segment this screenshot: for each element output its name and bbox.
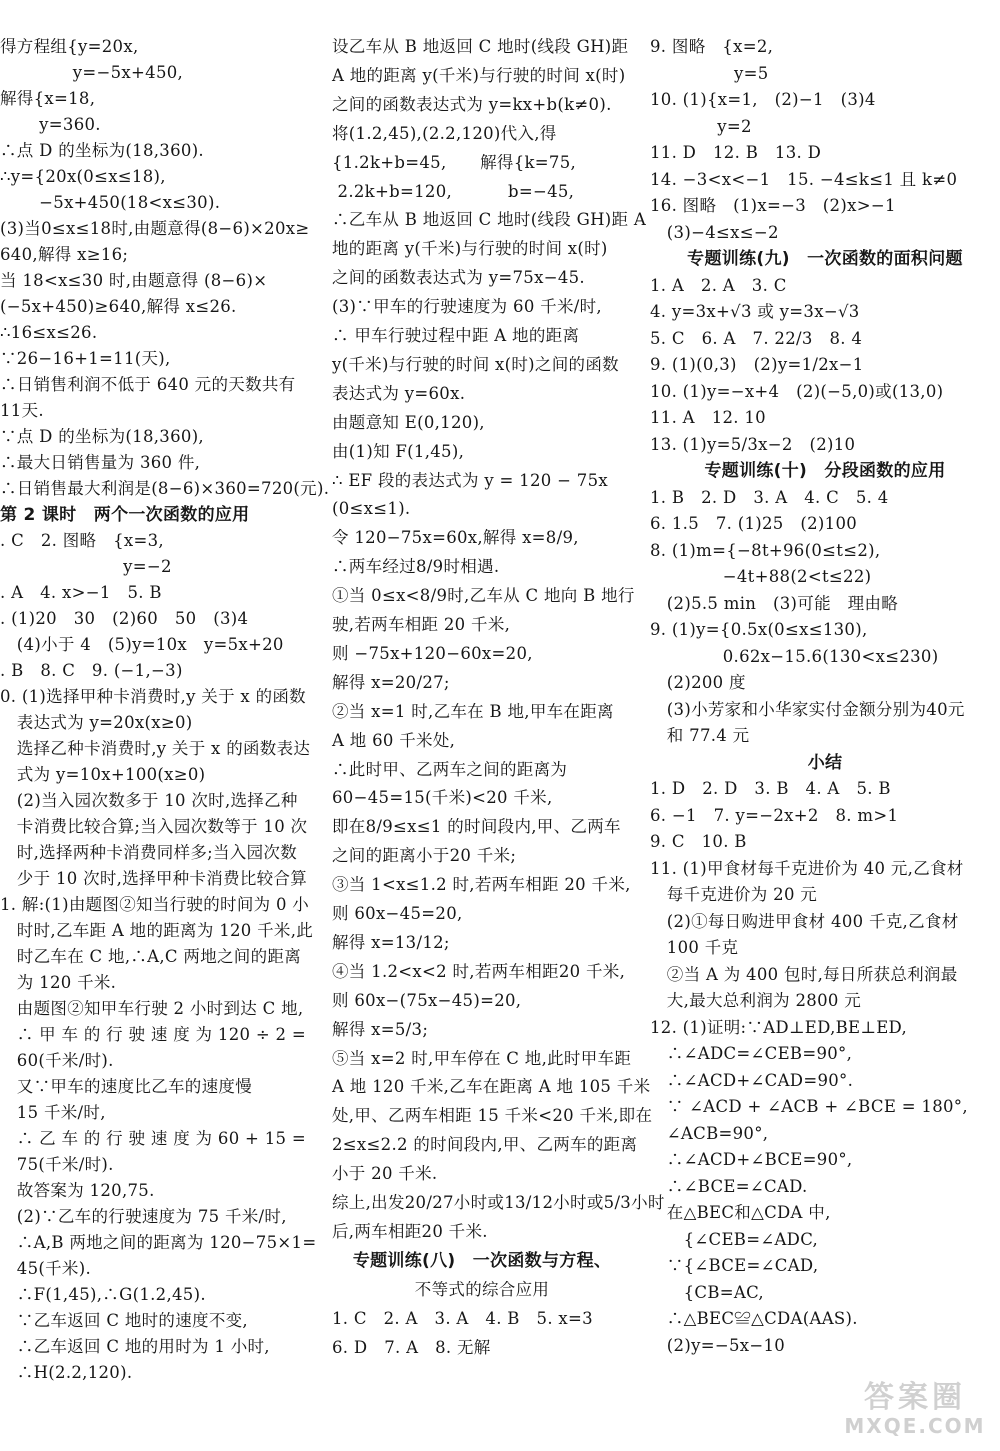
answer-line: 9. C 10. B xyxy=(650,832,747,851)
answer-line: {∠CEB=∠ADC, xyxy=(650,1229,819,1249)
answer-line: 10. (1){x=1, (2)−1 (3)4 xyxy=(650,90,876,109)
answer-line: 60−45=15(千米)<20 千米, xyxy=(332,788,553,808)
answer-line: {1.2k+b=45, 解得{k=75, xyxy=(332,152,577,172)
answer-line: (2)5.5 min (3)可能 理由略 xyxy=(650,593,899,613)
answer-line: 之间的函数表达式为 y=75x−45. xyxy=(332,268,585,288)
answer-line: . B 8. C 9. (−1,−3) xyxy=(0,661,183,680)
answer-line: 在△BEC和△CDA 中, xyxy=(650,1203,831,1222)
answer-line: 驶,若两车相距 20 千米, xyxy=(332,615,511,634)
answer-line: 令 120−75x=60x,解得 x=8/9, xyxy=(332,528,579,548)
answer-line: 故答案为 120,75. xyxy=(0,1181,155,1200)
answer-line: 75(千米/时). xyxy=(0,1155,114,1174)
answer-line: 9. 图略 {x=2, xyxy=(650,37,774,56)
answer-line: ∴此时甲、乙两车之间的距离为 xyxy=(332,759,568,779)
answer-line: 式为 y=10x+100(x≥0) xyxy=(0,765,206,784)
watermark-line2: MXQE.COM xyxy=(844,1414,986,1438)
answer-line: 15 千米/时, xyxy=(0,1103,106,1122)
answer-line: 45(千米). xyxy=(0,1259,92,1278)
answer-line: ∴F(1,45),∴G(1.2,45). xyxy=(0,1285,206,1304)
answer-line: y=5 xyxy=(650,63,769,83)
answer-line: 由题意知 E(0,120), xyxy=(332,412,485,432)
answer-line: 综上,出发20/27小时或13/12小时或5/3小时 xyxy=(332,1193,665,1212)
answer-line: ∴ 乙 车 的 行 驶 速 度 为 60 + 15 = xyxy=(0,1129,306,1148)
answer-line: 解得 x=13/12; xyxy=(332,932,450,952)
answer-line: ∴ EF 段的表达式为 y = 120 − 75x xyxy=(332,470,608,490)
answer-line: 卡消费比较合算;当入园次数等于 10 次 xyxy=(0,817,308,836)
answer-line: 则 60x−45=20, xyxy=(332,904,463,923)
answer-line: 设乙车从 B 地返回 C 地时(线段 GH)距 xyxy=(332,37,629,56)
answer-line: . C 2. 图略 {x=3, xyxy=(0,531,164,550)
answer-line: (2)①每日购进甲食材 400 千克,乙食材 xyxy=(650,911,959,931)
answer-line: 每千克进价为 20 元 xyxy=(650,885,818,904)
answer-line: 之间的函数表达式为 y=kx+b(k≠0). xyxy=(332,94,612,114)
answer-line: ⑤当 x=2 时,甲车停在 C 地,此时甲车距 xyxy=(332,1048,632,1068)
answer-line: 时时,乙车距 A 地的距离为 120 千米,此 xyxy=(0,921,314,940)
answer-line: {CB=AC, xyxy=(650,1282,764,1302)
answer-line: (2)∵乙车的行驶速度为 75 千米/时, xyxy=(0,1207,287,1226)
answer-line: (2)200 度 xyxy=(650,673,746,692)
answer-line: ∴两车经过8/9时相遇. xyxy=(332,557,500,577)
answer-line: 11. (1)甲食材每千克进价为 40 元,乙食材 xyxy=(650,858,964,878)
answer-line: 地的距离 y(千米)与行驶的时间 x(时) xyxy=(332,239,608,259)
answer-line: ④当 1.2<x<2 时,若两车相距20 千米, xyxy=(332,961,626,981)
answer-line: 不等式的综合应用 xyxy=(414,1279,550,1299)
answer-line: 60(千米/时). xyxy=(0,1051,114,1070)
answer-line: ∴点 D 的坐标为(18,360). xyxy=(0,141,204,160)
answer-line: ∴乙车从 B 地返回 C 地时(线段 GH)距 A xyxy=(332,210,647,230)
answer-line: 专题训练(九) 一次函数的面积问题 xyxy=(687,249,963,269)
answer-line: (3)当0≤x≤18时,由题意得(8−6)×20x≥ xyxy=(0,219,310,238)
answer-line: ∠ACB=90°, xyxy=(650,1123,769,1143)
answer-line: 13. (1)y=5/3x−2 (2)10 xyxy=(650,434,856,454)
answer-line: 专题训练(十) 分段函数的应用 xyxy=(704,461,946,481)
watermark-line1: 答案圈 xyxy=(864,1380,966,1415)
answer-line: (0≤x≤1). xyxy=(332,499,411,519)
answer-line: ∴ 甲 车 的 行 驶 速 度 为 120 ÷ 2 = xyxy=(0,1025,306,1044)
answer-line: 11. D 12. B 13. D xyxy=(650,143,822,162)
answer-line: 即在8/9≤x≤1 的时间段内,甲、乙两车 xyxy=(332,817,621,837)
answer-line: (4)小于 4 (5)y=10x y=5x+20 xyxy=(0,635,284,654)
answer-line: 表达式为 y=60x. xyxy=(332,383,466,403)
answer-line: ①当 0≤x<8/9时,乙车从 C 地向 B 地行 xyxy=(332,586,635,606)
answer-line: . (1)20 30 (2)60 50 (3)4 xyxy=(0,609,249,628)
answer-line: ∵26−16+1=11(天), xyxy=(0,349,171,368)
answer-line: 由题图②知甲车行驶 2 小时到达 C 地, xyxy=(0,999,304,1018)
answer-line: 1. D 2. D 3. B 4. A 5. B xyxy=(650,779,891,798)
answer-line: 将(1.2,45),(2.2,120)代入,得 xyxy=(332,123,557,143)
answer-line: 表达式为 y=20x(x≥0) xyxy=(0,713,193,732)
answer-line: 9. (1)y={0.5x(0≤x≤130), xyxy=(650,620,868,639)
answer-line: (3)∵甲车的行驶速度为 60 千米/时, xyxy=(332,297,602,317)
answer-line: ∴乙车返回 C 地的用时为 1 小时, xyxy=(0,1337,270,1356)
answer-line: 由(1)知 F(1,45), xyxy=(332,441,465,461)
answer-line: y=2 xyxy=(650,116,752,136)
answer-line: 当 18<x≤30 时,由题意得 (8−6)× xyxy=(0,271,268,290)
answer-line: 1. 解:(1)由题图②知当行驶的时间为 0 小 xyxy=(0,895,310,914)
answer-line: 10. (1)y=−x+4 (2)(−5,0)或(13,0) xyxy=(650,381,944,401)
column-middle xyxy=(332,36,665,1451)
answer-line: ∴∠ACD+∠CAD=90°. xyxy=(650,1070,854,1090)
answer-line: 解得 x=20/27; xyxy=(332,672,450,692)
answer-line: ∴H(2.2,120). xyxy=(0,1363,133,1382)
answer-line: 1. C 2. A 3. A 4. B 5. x=3 xyxy=(332,1308,593,1328)
answer-line: 解得 x=5/3; xyxy=(332,1019,429,1039)
answer-line: ∴△BEC≌△CDA(AAS). xyxy=(650,1309,858,1328)
answer-line: 和 77.4 元 xyxy=(650,726,750,745)
answer-line: 4. y=3x+√3 或 y=3x−√3 xyxy=(650,302,860,321)
answer-line: y(千米)与行驶的时间 x(时)之间的函数 xyxy=(332,354,619,374)
answer-line: 11天. xyxy=(0,401,44,420)
answer-line: (3)小芳家和小华家实付金额分别为40元 xyxy=(650,699,965,719)
column-right xyxy=(650,36,1000,1451)
answer-line: ∴∠ACD+∠BCE=90°, xyxy=(650,1150,853,1169)
answer-line: y=−5x+450, xyxy=(0,63,184,82)
answer-line: 6. 1.5 7. (1)25 (2)100 xyxy=(650,514,858,533)
answer-line: ∴∠BCE=∠CAD. xyxy=(650,1176,808,1196)
answer-line: 16. 图略 (1)x=−3 (2)x>−1 xyxy=(650,196,896,215)
answer-line: 选择乙种卡消费时,y 关于 x 的函数表达 xyxy=(0,739,311,758)
answer-line: 解得{x=18, xyxy=(0,89,96,108)
answer-line: ∴日销售利润不低于 640 元的天数共有 xyxy=(0,375,296,394)
answer-line: 得方程组{y=20x, xyxy=(0,37,139,56)
answer-line: 时乙车在 C 地,∴A,C 两地之间的距离 xyxy=(0,947,301,966)
answer-line: 又∵甲车的速度比乙车的速度慢 xyxy=(0,1077,252,1096)
answer-line: 1. B 2. D 3. A 4. C 5. 4 xyxy=(650,487,889,507)
answer-line: 处,甲、乙两车相距 15 千米<20 千米,即在 xyxy=(332,1106,653,1126)
answer-line: y=−2 xyxy=(0,557,172,576)
answer-line: 则 60x−(75x−45)=20, xyxy=(332,990,522,1010)
answer-line: ∵{∠BCE=∠CAD, xyxy=(650,1256,819,1275)
answer-line: 为 120 千米. xyxy=(0,973,117,992)
watermark-logo xyxy=(840,1381,990,1441)
answer-line: A 地的距离 y(千米)与行驶的时间 x(时) xyxy=(332,65,626,85)
answer-line: (−5x+450)≥640,解得 x≤26. xyxy=(0,297,237,316)
answer-line: A 地 120 千米,乙车在距离 A 地 105 千米 xyxy=(332,1077,651,1097)
answer-line: 100 千克 xyxy=(650,938,739,957)
answer-line: 大,最大总利润为 2800 元 xyxy=(650,991,862,1010)
answer-line: ∴y={20x(0≤x≤18), xyxy=(0,167,166,186)
answer-line: 14. −3<x<−1 15. −4≤k≤1 且 k≠0 xyxy=(650,169,958,189)
answer-line: 小于 20 千米. xyxy=(332,1164,438,1184)
answer-line: 专题训练(八) 一次函数与方程、 xyxy=(352,1250,612,1271)
answer-line: ②当 A 为 400 包时,每日所获总利润最 xyxy=(650,964,958,984)
answer-line: −4t+88(2<t≤22) xyxy=(650,567,872,586)
answer-line: 12. (1)证明:∵AD⊥ED,BE⊥ED, xyxy=(650,1017,908,1037)
answer-line: 9. (1)(0,3) (2)y=1/2x−1 xyxy=(650,355,864,374)
answer-line: ∴日销售最大利润是(8−6)×360=720(元). xyxy=(0,479,330,498)
answer-line: 6. −1 7. y=−2x+2 8. m>1 xyxy=(650,805,899,825)
answer-line: ∵点 D 的坐标为(18,360), xyxy=(0,427,204,446)
answer-line: ∴最大日销售量为 360 件, xyxy=(0,453,201,472)
answer-line: (2)y=−5x−10 xyxy=(650,1335,786,1355)
answer-line: ∴ 甲车行驶过程中距 A 地的距离 xyxy=(332,326,580,345)
answer-line: 6. D 7. A 8. 无解 xyxy=(332,1337,491,1357)
answer-line: 第 2 课时 两个一次函数的应用 xyxy=(0,505,250,525)
answer-line: 时,选择两种卡消费同样多;当入园次数 xyxy=(0,843,298,862)
answer-line: 则 −75x+120−60x=20, xyxy=(332,643,533,663)
answer-line: ∴∠ADC=∠CEB=90°, xyxy=(650,1044,853,1063)
answer-line: ∴A,B 两地之间的距离为 120−75×1= xyxy=(0,1233,317,1252)
answer-line: 2.2k+b=120, b=−45, xyxy=(332,181,575,201)
answer-line: 640,解得 x≥16; xyxy=(0,245,129,264)
answer-line: ③当 1<x≤1.2 时,若两车相距 20 千米, xyxy=(332,875,631,895)
answer-line: (2)当入园次数多于 10 次时,选择乙种 xyxy=(0,791,298,810)
answer-line: ②当 x=1 时,乙车在 B 地,甲车在距离 xyxy=(332,701,614,721)
answer-line: 后,两车相距20 千米. xyxy=(332,1221,488,1241)
answer-line: A 地 60 千米处, xyxy=(332,730,456,750)
answer-line: 之间的距离小于20 千米; xyxy=(332,846,517,866)
answer-line: 2≤x≤2.2 的时间段内,甲、乙两车的距离 xyxy=(332,1135,638,1155)
answer-line: 0. (1)选择甲种卡消费时,y 关于 x 的函数 xyxy=(0,687,306,706)
answer-line: ∴16≤x≤26. xyxy=(0,323,98,342)
answer-line: −5x+450(18<x≤30). xyxy=(0,193,221,212)
answer-line: 小结 xyxy=(807,752,843,773)
answer-line: 5. C 6. A 7. 22/3 8. 4 xyxy=(650,328,863,348)
answer-line: 1. A 2. A 3. C xyxy=(650,275,787,295)
column-left xyxy=(0,36,330,1451)
answer-line: 8. (1)m={−8t+96(0≤t≤2), xyxy=(650,540,881,560)
answer-line: 11. A 12. 10 xyxy=(650,408,766,427)
answer-line: ∵ ∠ACD + ∠ACB + ∠BCE = 180°, xyxy=(650,1097,968,1116)
answer-line: (3)−4≤x≤−2 xyxy=(650,222,779,242)
answer-line: ∵乙车返回 C 地时的速度不变, xyxy=(0,1311,248,1330)
answer-line: 0.62x−15.6(130<x≤230) xyxy=(650,646,939,666)
answer-line: 少于 10 次时,选择甲种卡消费比较合算 xyxy=(0,869,308,888)
answer-line: y=360. xyxy=(0,115,101,134)
answer-line: . A 4. x>−1 5. B xyxy=(0,583,162,602)
